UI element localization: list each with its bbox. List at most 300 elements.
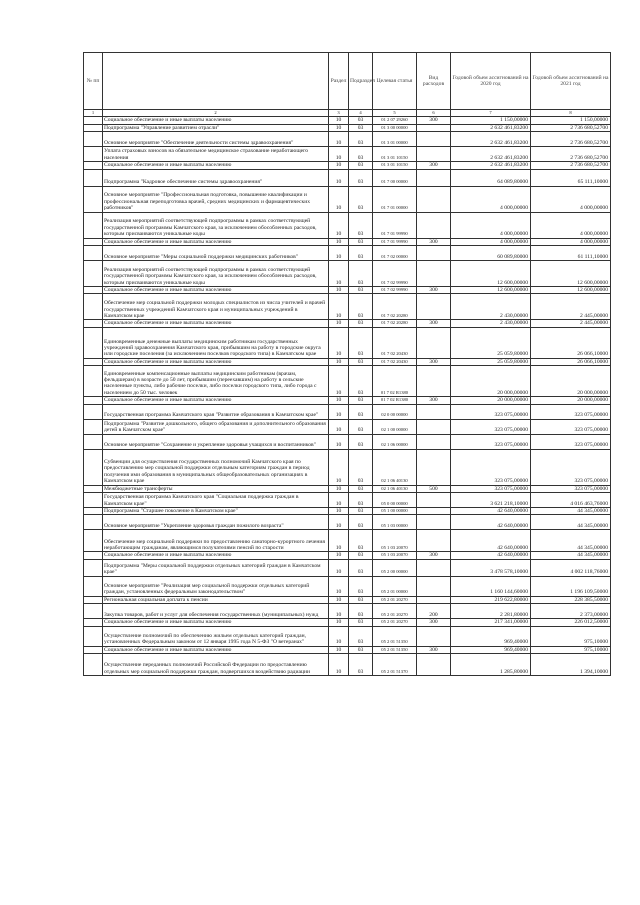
- cell-pr: 03: [349, 287, 373, 294]
- cell-pr: 03: [349, 147, 373, 162]
- cell-a: 323 075,00000: [451, 449, 531, 485]
- cell-cs: 02 1 06 40130: [373, 485, 417, 492]
- cell-name: Социальное обеспечение и иные выплаты населению: [103, 117, 329, 124]
- cell-num: [84, 493, 103, 508]
- table-row: [84, 419, 611, 434]
- column-index: 4: [349, 110, 373, 117]
- cell-b: 2 736 680,52700: [531, 132, 611, 147]
- cell-rz: 10: [329, 238, 349, 245]
- cell-num: [84, 559, 103, 576]
- cell-rz: 10: [329, 576, 349, 596]
- cell-num: [84, 419, 103, 434]
- cell-vr: [417, 449, 451, 485]
- cell-b: 2 736 680,52700: [531, 147, 611, 162]
- budget-table: [83, 52, 611, 676]
- cell-cs: 05 2 01 51350: [373, 626, 417, 646]
- cell-num: [84, 162, 103, 169]
- cell-cs: 05 2 01 51370: [373, 654, 417, 676]
- cell-name: Осуществление переданных полномочий Российской Федерации по предоставлению отдельных мер социальной поддержки граждан, подвергшихся воздействию радиации: [103, 654, 329, 676]
- cell-pr: 03: [349, 493, 373, 508]
- cell-name: Основное мероприятие "Обеспечение деятельности системы здравоохранения": [103, 132, 329, 147]
- cell-num: [84, 287, 103, 294]
- cell-num: [84, 117, 103, 124]
- cell-cs: 05 2 01 20270: [373, 604, 417, 619]
- cell-pr: 03: [349, 654, 373, 676]
- cell-pr: 03: [349, 508, 373, 515]
- table-row: [84, 132, 611, 147]
- cell-pr: 03: [349, 619, 373, 626]
- cell-num: [84, 604, 103, 619]
- table-row: [84, 515, 611, 530]
- table-row: [84, 485, 611, 492]
- cell-a: 1 160 144,60000: [451, 576, 531, 596]
- cell-vr: [417, 246, 451, 261]
- cell-rz: 10: [329, 212, 349, 238]
- cell-pr: 03: [349, 117, 373, 124]
- table-row: [84, 320, 611, 327]
- table-row: [84, 508, 611, 515]
- cell-cs: 05 2 01 51350: [373, 646, 417, 653]
- cell-cs: 05 2 01 00000: [373, 576, 417, 596]
- cell-num: [84, 327, 103, 358]
- table-row: [84, 654, 611, 676]
- cell-vr: [417, 626, 451, 646]
- cell-num: [84, 294, 103, 320]
- cell-num: [84, 654, 103, 676]
- cell-rz: 10: [329, 646, 349, 653]
- cell-vr: [417, 576, 451, 596]
- cell-pr: 03: [349, 419, 373, 434]
- cell-name: Социальное обеспечение и иные выплаты населению: [103, 397, 329, 404]
- cell-b: 2 373,00000: [531, 604, 611, 619]
- table-row: [84, 397, 611, 404]
- table-row: [84, 358, 611, 365]
- table-row: [84, 238, 611, 245]
- cell-b: 12 600,00000: [531, 261, 611, 287]
- cell-num: [84, 530, 103, 552]
- cell-pr: 03: [349, 646, 373, 653]
- cell-pr: 03: [349, 261, 373, 287]
- cell-b: 44 345,00000: [531, 552, 611, 559]
- cell-cs: 01 7 02 20280: [373, 320, 417, 327]
- cell-b: 2 445,00000: [531, 320, 611, 327]
- cell-a: 25 059,80000: [451, 327, 531, 358]
- table-row: [84, 162, 611, 169]
- cell-a: 219 622,80000: [451, 596, 531, 603]
- cell-rz: 10: [329, 404, 349, 419]
- table-row: [84, 327, 611, 358]
- cell-name: Социальное обеспечение и иные выплаты населению: [103, 320, 329, 327]
- cell-cs: 05 2 01 20270: [373, 619, 417, 626]
- cell-b: 12 600,00000: [531, 287, 611, 294]
- cell-vr: [417, 419, 451, 434]
- cell-rz: 10: [329, 515, 349, 530]
- column-index-row: [84, 110, 611, 117]
- col-2020: Годовой объем ассигнований на 2020 год: [451, 53, 531, 110]
- cell-a: 4 000,00000: [451, 238, 531, 245]
- cell-vr: 200: [417, 604, 451, 619]
- cell-rz: 10: [329, 493, 349, 508]
- cell-pr: 03: [349, 434, 373, 449]
- cell-rz: 10: [329, 434, 349, 449]
- cell-b: 2 736 680,52700: [531, 162, 611, 169]
- cell-cs: 01 3 01 10150: [373, 162, 417, 169]
- cell-rz: 10: [329, 327, 349, 358]
- cell-cs: 01 7 02 20430: [373, 358, 417, 365]
- cell-vr: [417, 559, 451, 576]
- cell-b: 1 150,00000: [531, 117, 611, 124]
- cell-cs: 01 7 02 99990: [373, 261, 417, 287]
- cell-vr: [417, 261, 451, 287]
- cell-num: [84, 552, 103, 559]
- cell-num: [84, 576, 103, 596]
- cell-cs: 01 7 02 20430: [373, 327, 417, 358]
- cell-a: 2 632 461,83200: [451, 147, 531, 162]
- header-row: [84, 53, 611, 110]
- cell-num: [84, 434, 103, 449]
- table-row: [84, 186, 611, 212]
- table-row: [84, 147, 611, 162]
- cell-rz: 10: [329, 559, 349, 576]
- cell-b: 4 000,00000: [531, 186, 611, 212]
- cell-b: 323 075,00000: [531, 485, 611, 492]
- cell-cs: 05 1 03 00000: [373, 515, 417, 530]
- cell-rz: 10: [329, 117, 349, 124]
- cell-b: 226 012,50000: [531, 619, 611, 626]
- col-2021: Годовой объем ассигнований на 2021 год: [531, 53, 611, 110]
- cell-pr: 03: [349, 294, 373, 320]
- cell-cs: 02 1 00 00000: [373, 419, 417, 434]
- cell-num: [84, 449, 103, 485]
- table-row: [84, 404, 611, 419]
- cell-vr: 300: [417, 320, 451, 327]
- cell-vr: [417, 327, 451, 358]
- col-name: [103, 53, 329, 110]
- cell-vr: 300: [417, 552, 451, 559]
- cell-pr: 03: [349, 366, 373, 397]
- cell-b: 4 000,00000: [531, 238, 611, 245]
- cell-name: Единовременные компенсационные выплаты медицинским работникам (врачам, фельдшерам) в возрасте до 50 лет, прибывшим (переехавшим) на работу в сельские населенные пункты, либо рабочие поселки, либо поселки городского типа, либо города с населением до 50 тыс. человек: [103, 366, 329, 397]
- cell-num: [84, 212, 103, 238]
- cell-b: 26 066,10000: [531, 358, 611, 365]
- cell-vr: [417, 124, 451, 131]
- cell-rz: 10: [329, 397, 349, 404]
- cell-name: Социальное обеспечение и иные выплаты населению: [103, 358, 329, 365]
- cell-pr: 03: [349, 162, 373, 169]
- cell-pr: 03: [349, 449, 373, 485]
- cell-a: 2 632 461,83200: [451, 162, 531, 169]
- cell-a: 323 075,00000: [451, 485, 531, 492]
- cell-pr: 03: [349, 246, 373, 261]
- cell-a: 42 640,00000: [451, 515, 531, 530]
- cell-rz: 10: [329, 124, 349, 131]
- table-row: [84, 169, 611, 186]
- cell-pr: 03: [349, 552, 373, 559]
- cell-a: 323 075,00000: [451, 404, 531, 419]
- cell-name: Закупка товаров, работ и услуг для обеспечения государственных (муниципальных) нужд: [103, 604, 329, 619]
- cell-a: 323 075,00000: [451, 419, 531, 434]
- cell-b: 975,10000: [531, 626, 611, 646]
- cell-rz: 10: [329, 552, 349, 559]
- cell-vr: [417, 493, 451, 508]
- cell-rz: 10: [329, 162, 349, 169]
- cell-a: 4 000,00000: [451, 212, 531, 238]
- cell-num: [84, 515, 103, 530]
- cell-vr: [417, 515, 451, 530]
- col-podrazdel: Подраздел: [349, 53, 373, 110]
- cell-name: Основное мероприятие "Профессиональная подготовка, повышение квалификации и профессиональная переподготовка врачей, средних медицинских и фармацевтических работников": [103, 186, 329, 212]
- cell-rz: 10: [329, 654, 349, 676]
- cell-vr: [417, 654, 451, 676]
- column-index: 8: [531, 110, 611, 117]
- cell-vr: 300: [417, 397, 451, 404]
- cell-pr: 03: [349, 320, 373, 327]
- cell-vr: [417, 434, 451, 449]
- budget-sheet: [83, 52, 610, 676]
- col-target: Целевая статья: [373, 53, 417, 110]
- table-row: [84, 619, 611, 626]
- cell-a: 12 600,00000: [451, 287, 531, 294]
- cell-vr: [417, 294, 451, 320]
- cell-pr: 03: [349, 327, 373, 358]
- cell-vr: [417, 147, 451, 162]
- cell-a: 217 341,00000: [451, 619, 531, 626]
- cell-pr: 03: [349, 626, 373, 646]
- cell-cs: 05 2 01 20270: [373, 596, 417, 603]
- cell-num: [84, 132, 103, 147]
- cell-rz: 10: [329, 186, 349, 212]
- cell-b: 975,10000: [531, 646, 611, 653]
- cell-a: 20 000,00000: [451, 397, 531, 404]
- cell-vr: [417, 186, 451, 212]
- cell-a: 42 640,00000: [451, 530, 531, 552]
- cell-b: 44 345,00000: [531, 530, 611, 552]
- cell-cs: 05 0 00 00000: [373, 493, 417, 508]
- cell-name: Социальное обеспечение и иные выплаты населению: [103, 619, 329, 626]
- cell-rz: 10: [329, 147, 349, 162]
- cell-cs: 01 7 00 00000: [373, 169, 417, 186]
- cell-rz: 10: [329, 604, 349, 619]
- cell-cs: 01 2 07 29260: [373, 117, 417, 124]
- cell-b: 20 000,00000: [531, 397, 611, 404]
- cell-pr: 03: [349, 485, 373, 492]
- cell-a: 969,40000: [451, 626, 531, 646]
- cell-a: 2 430,00000: [451, 294, 531, 320]
- cell-name: Социальное обеспечение и иные выплаты населению: [103, 238, 329, 245]
- cell-b: 4 000,00000: [531, 212, 611, 238]
- column-index: 5: [373, 110, 417, 117]
- cell-a: 1 150,00000: [451, 117, 531, 124]
- cell-b: 228 385,50000: [531, 596, 611, 603]
- cell-b: 20 000,00000: [531, 366, 611, 397]
- column-index: 2: [103, 110, 329, 117]
- cell-vr: 300: [417, 287, 451, 294]
- cell-a: 1 285,80000: [451, 654, 531, 676]
- table-row: [84, 212, 611, 238]
- cell-name: Социальное обеспечение и иные выплаты населению: [103, 646, 329, 653]
- cell-vr: [417, 508, 451, 515]
- cell-b: 323 075,00000: [531, 434, 611, 449]
- cell-cs: 01 7 02 R1380: [373, 366, 417, 397]
- cell-pr: 03: [349, 397, 373, 404]
- table-row: [84, 246, 611, 261]
- cell-cs: 01 7 02 R1380: [373, 397, 417, 404]
- cell-vr: [417, 404, 451, 419]
- col-num: № пп: [84, 53, 103, 110]
- cell-b: 1 394,10000: [531, 654, 611, 676]
- col-razdel: Раздел: [329, 53, 349, 110]
- cell-cs: 01 7 01 99990: [373, 238, 417, 245]
- cell-cs: 01 7 02 00000: [373, 246, 417, 261]
- cell-rz: 10: [329, 626, 349, 646]
- cell-b: 323 075,00000: [531, 419, 611, 434]
- cell-name: Основное мероприятие "Укрепление здоровья граждан пожилого возраста": [103, 515, 329, 530]
- cell-a: 969,40000: [451, 646, 531, 653]
- cell-num: [84, 485, 103, 492]
- cell-a: 60 089,80000: [451, 246, 531, 261]
- cell-pr: 03: [349, 212, 373, 238]
- cell-a: 323 075,00000: [451, 434, 531, 449]
- cell-name: Подпрограмма "Управление развитием отрасли": [103, 124, 329, 131]
- cell-rz: 10: [329, 294, 349, 320]
- cell-rz: 10: [329, 596, 349, 603]
- cell-rz: 10: [329, 358, 349, 365]
- table-row: [84, 493, 611, 508]
- cell-pr: 03: [349, 186, 373, 212]
- cell-rz: 10: [329, 132, 349, 147]
- cell-vr: 300: [417, 646, 451, 653]
- table-row: [84, 530, 611, 552]
- cell-name: Единовременные денежные выплаты медицинским работникам государственных учреждений здравоохранения Камчатского края, прибывшим на работу в городские округа или городские поселения (за исключением поселков городского типа) в Камчатском крае: [103, 327, 329, 358]
- cell-b: 2 736 680,52700: [531, 124, 611, 131]
- table-row: [84, 604, 611, 619]
- cell-cs: 05 2 00 00000: [373, 559, 417, 576]
- table-row: [84, 449, 611, 485]
- table-row: [84, 287, 611, 294]
- cell-vr: [417, 530, 451, 552]
- table-row: [84, 117, 611, 124]
- cell-cs: 01 3 00 00000: [373, 124, 417, 131]
- table-row: [84, 646, 611, 653]
- cell-name: Региональная социальная доплата к пенсии: [103, 596, 329, 603]
- cell-vr: [417, 132, 451, 147]
- cell-pr: 03: [349, 169, 373, 186]
- cell-name: Осуществление полномочий по обеспечению жильем отдельных категорий граждан, установленных Федеральным законом от 12 января 1995 года N 5-ФЗ "О ветеранах": [103, 626, 329, 646]
- cell-name: Межбюджетные трансферты: [103, 485, 329, 492]
- cell-vr: 300: [417, 162, 451, 169]
- cell-name: Государственная программа Камчатского края "Развитие образования в Камчатском крае": [103, 404, 329, 419]
- cell-rz: 10: [329, 246, 349, 261]
- cell-num: [84, 404, 103, 419]
- cell-pr: 03: [349, 132, 373, 147]
- cell-name: Обеспечение мер социальной поддержки по предоставлению санаторно-курортного лечения неработающим гражданам, являющимся получателями пенсий по старости: [103, 530, 329, 552]
- cell-cs: 05 1 03 20070: [373, 530, 417, 552]
- cell-b: 323 075,00000: [531, 449, 611, 485]
- cell-num: [84, 508, 103, 515]
- cell-rz: 10: [329, 287, 349, 294]
- cell-pr: 03: [349, 530, 373, 552]
- cell-vr: [417, 212, 451, 238]
- cell-name: Подпрограмма "Старшее поколение в Камчатском крае": [103, 508, 329, 515]
- cell-vr: [417, 596, 451, 603]
- cell-a: 2 632 461,83200: [451, 132, 531, 147]
- cell-name: Государственная программа Камчатского края "Социальная поддержка граждан в Камчатском крае": [103, 493, 329, 508]
- cell-a: 42 640,00000: [451, 508, 531, 515]
- cell-vr: 300: [417, 238, 451, 245]
- cell-name: Реализация мероприятий соответствующей подпрограммы в рамках соответствующей государственной программы Камчатского края, за исключением обособленных расходов, которым присваиваются уникальные коды: [103, 212, 329, 238]
- table-row: [84, 261, 611, 287]
- cell-name: Субвенции для осуществления государственных полномочий Камчатского края по предоставлению мер социальной поддержки отдельным категориям граждан в период получения ими образования в муниципальных общеобразовательных организациях в Камчатском крае: [103, 449, 329, 485]
- table-row: [84, 559, 611, 576]
- table-row: [84, 576, 611, 596]
- cell-b: 61 111,10000: [531, 246, 611, 261]
- cell-pr: 03: [349, 559, 373, 576]
- cell-b: 44 345,00000: [531, 508, 611, 515]
- cell-num: [84, 186, 103, 212]
- cell-a: 4 000,00000: [451, 186, 531, 212]
- cell-name: Подпрограмма "Меры социальной поддержки отдельных категорий граждан в Камчатском крае": [103, 559, 329, 576]
- cell-name: Социальное обеспечение и иные выплаты населению: [103, 552, 329, 559]
- column-index: 6: [417, 110, 451, 117]
- cell-b: 323 075,00000: [531, 404, 611, 419]
- cell-num: [84, 246, 103, 261]
- cell-num: [84, 147, 103, 162]
- cell-a: 3 621 218,10000: [451, 493, 531, 508]
- cell-name: Реализация мероприятий соответствующей подпрограммы в рамках соответствующей государственной программы Камчатского края, за исключением обособленных расходов, которым присваиваются уникальные коды: [103, 261, 329, 287]
- cell-b: 26 066,10000: [531, 327, 611, 358]
- cell-rz: 10: [329, 619, 349, 626]
- cell-rz: 10: [329, 508, 349, 515]
- cell-rz: 10: [329, 366, 349, 397]
- cell-cs: 05 1 03 20070: [373, 552, 417, 559]
- cell-rz: 10: [329, 419, 349, 434]
- cell-rz: 10: [329, 169, 349, 186]
- cell-num: [84, 169, 103, 186]
- cell-name: Обеспечение мер социальной поддержки молодых специалистов из числа учителей и врачей государственных учреждений Камчатского края и муниципальных учреждений в Камчатском крае: [103, 294, 329, 320]
- cell-rz: 10: [329, 485, 349, 492]
- cell-a: 2 632 461,83200: [451, 124, 531, 131]
- cell-vr: 300: [417, 619, 451, 626]
- cell-name: Подпрограмма "Кадровое обеспечение системы здравоохранения": [103, 169, 329, 186]
- table-row: [84, 596, 611, 603]
- cell-name: Подпрограмма "Развитие дошкольного, общего образования и дополнительного образования детей в Камчатском крае": [103, 419, 329, 434]
- cell-cs: 02 1 06 00000: [373, 434, 417, 449]
- cell-name: Основное мероприятие "Меры социальной поддержки медицинских работников": [103, 246, 329, 261]
- cell-b: 1 196 109,50000: [531, 576, 611, 596]
- cell-num: [84, 619, 103, 626]
- cell-a: 12 600,00000: [451, 261, 531, 287]
- cell-num: [84, 366, 103, 397]
- table-row: [84, 434, 611, 449]
- cell-rz: 10: [329, 449, 349, 485]
- cell-b: 44 345,00000: [531, 515, 611, 530]
- cell-cs: 05 1 00 00000: [373, 508, 417, 515]
- cell-pr: 03: [349, 238, 373, 245]
- cell-pr: 03: [349, 358, 373, 365]
- cell-pr: 03: [349, 596, 373, 603]
- cell-rz: 10: [329, 320, 349, 327]
- cell-b: 4 016 463,76000: [531, 493, 611, 508]
- cell-num: [84, 626, 103, 646]
- cell-pr: 03: [349, 124, 373, 131]
- cell-cs: 01 7 01 99990: [373, 212, 417, 238]
- cell-name: Основное мероприятие "Реализация мер социальной поддержки отдельных категорий граждан, установленных федеральным законодательством": [103, 576, 329, 596]
- table-row: [84, 294, 611, 320]
- cell-cs: 01 7 01 00000: [373, 186, 417, 212]
- cell-vr: [417, 366, 451, 397]
- cell-name: Социальное обеспечение и иные выплаты населению: [103, 162, 329, 169]
- cell-num: [84, 596, 103, 603]
